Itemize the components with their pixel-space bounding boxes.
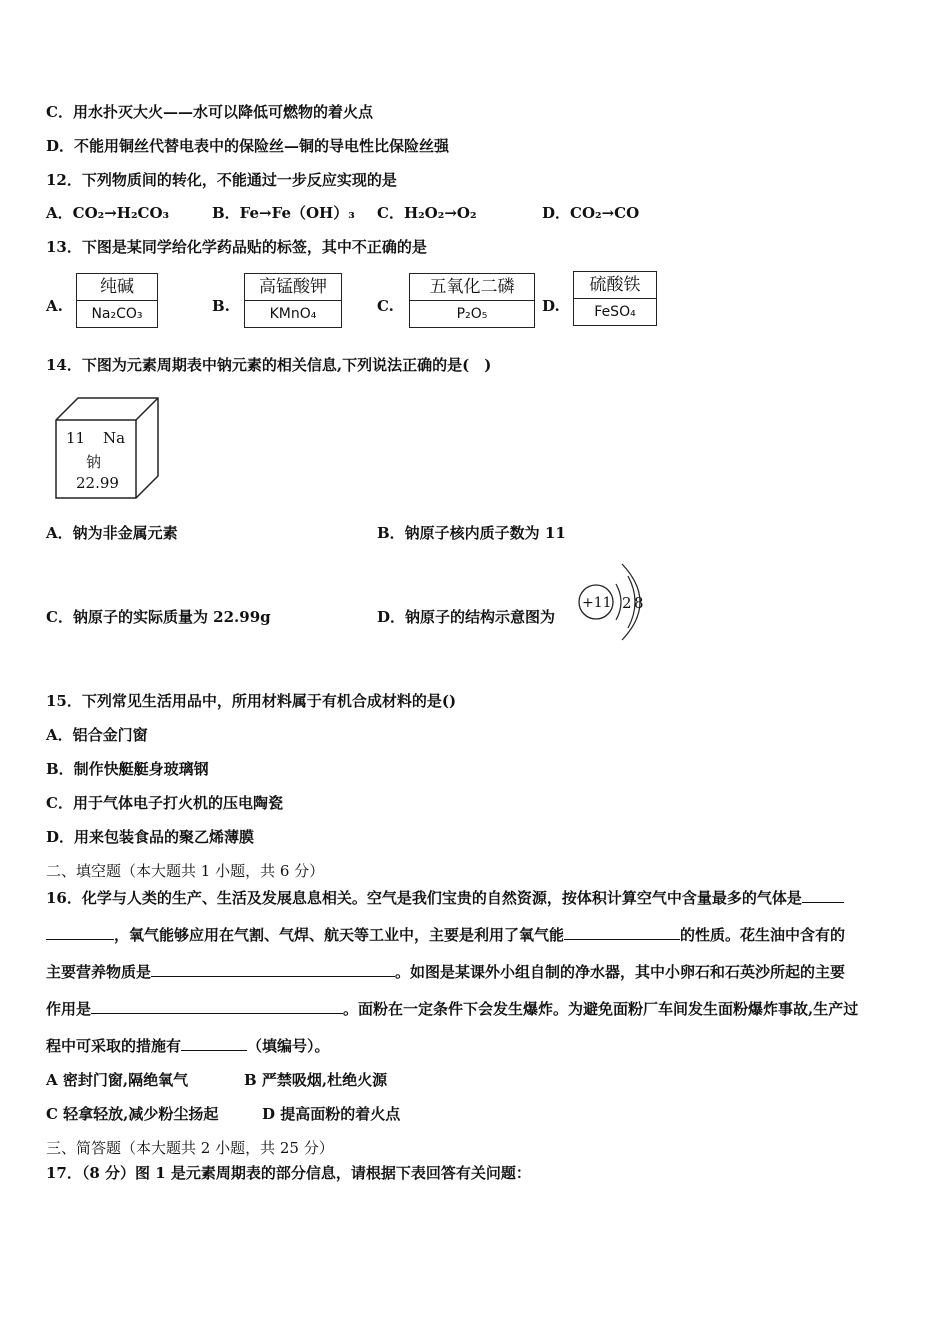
reagent-name: 高锰酸钾 (245, 274, 341, 301)
q16-text: （填编号）。 (247, 1037, 330, 1055)
q12-option-d: D．CO₂→CO (542, 204, 640, 222)
reagent-name: 硫酸铁 (574, 272, 656, 299)
q15-option-c: C．用于气体电子打火机的压电陶瓷 (46, 794, 283, 812)
q13-stem: 13．下图是某同学给化学药品贴的标签，其中不正确的是 (46, 238, 427, 256)
q11-option-c: C．用水扑灭大火——水可以降低可燃物的着火点 (46, 103, 373, 121)
q16-line-5 (46, 1036, 330, 1056)
q14-option-a: A．钠为非金属元素 (46, 524, 178, 542)
section-2-heading: 二、填空题（本大题共 1 小题，共 6 分） (46, 862, 325, 880)
tile-symbol: Na (103, 429, 126, 447)
q12-option-a: A．CO₂→H₂CO₃ (46, 204, 170, 222)
q17-stem: 17．（8 分）图 1 是元素周期表的部分信息，请根据下表回答有关问题： (46, 1164, 531, 1182)
reagent-name: 纯碱 (77, 274, 157, 301)
answer-blank[interactable] (91, 999, 343, 1014)
reagent-formula: FeSO₄ (594, 304, 636, 320)
q14-stem: 14．下图为元素周期表中钠元素的相关信息,下列说法正确的是( ) (46, 356, 492, 374)
reagent-formula: P₂O₅ (456, 306, 488, 322)
q13-letter-a: A. (46, 297, 63, 315)
reagent-label-d (573, 271, 657, 326)
q15-option-b: B．制作快艇艇身玻璃钢 (46, 760, 209, 778)
q16-option-b: B 严禁吸烟,杜绝火源 (244, 1071, 388, 1089)
q12-option-b: B．Fe→Fe（OH）₃ (212, 204, 355, 222)
answer-blank[interactable] (564, 925, 680, 940)
atom-shell-1: 2 (622, 594, 632, 612)
q16-option-d: D 提高面粉的着火点 (262, 1105, 401, 1123)
reagent-label-a (76, 273, 158, 328)
q16-text: 作用是 (46, 1000, 92, 1018)
reagent-label-c (409, 273, 535, 328)
section-3-heading: 三、简答题（本大题共 2 小题，共 25 分） (46, 1139, 334, 1157)
q15-option-a: A．铝合金门窗 (46, 726, 148, 744)
answer-blank[interactable] (151, 962, 395, 977)
q16-option-c: C 轻拿轻放,减少粉尘扬起 (46, 1105, 219, 1123)
q16-text: 。面粉在一定条件下会发生爆炸。为避免面粉厂车间发生面粉爆炸事故,生产过 (343, 1000, 859, 1018)
q13-letter-b: B. (212, 297, 230, 315)
atom-nucleus-charge: +11 (582, 595, 612, 611)
tile-atomic-mass: 22.99 (76, 474, 119, 492)
q16-text: 主要营养物质是 (46, 963, 152, 981)
q15-stem: 15．下列常见生活用品中，所用材料属于有机合成材料的是() (46, 692, 457, 710)
q16-text: ，氧气能够应用在气割、气焊、航天等工业中，主要是利用了氧气能 (114, 926, 565, 944)
q13-letter-c: C. (377, 297, 394, 315)
reagent-name: 五氧化二磷 (410, 274, 534, 301)
q15-option-d: D．用来包装食品的聚乙烯薄膜 (46, 828, 255, 846)
q14-option-c: C．钠原子的实际质量为 22.99g (46, 608, 271, 626)
q16-line-4 (46, 999, 858, 1019)
q16-line-3 (46, 962, 845, 982)
reagent-formula: Na₂CO₃ (91, 306, 143, 322)
q12-option-c: C．H₂O₂→O₂ (377, 204, 477, 222)
q16-text: 。如图是某课外小组自制的净水器，其中小卵石和石英沙所起的主要 (395, 963, 846, 981)
q14-option-d: D．钠原子的结构示意图为 (377, 608, 556, 626)
q16-line-2 (46, 925, 845, 945)
q16-line-1 (46, 888, 844, 908)
q16-text: 程中可采取的措施有 (46, 1037, 182, 1055)
atom-shell-2: 8 (634, 594, 644, 612)
q16-text: 16．化学与人类的生产、生活及发展息息相关。空气是我们宝贵的自然资源，按体积计算空气中含量最多的气体是 (46, 889, 802, 907)
answer-blank[interactable] (181, 1036, 247, 1051)
q16-text: 的性质。花生油中含有的 (680, 926, 846, 944)
reagent-formula: KMnO₄ (269, 306, 317, 322)
answer-blank[interactable] (802, 888, 844, 903)
q16-option-a: A 密封门窗,隔绝氧气 (46, 1071, 189, 1089)
answer-blank[interactable] (46, 925, 114, 940)
q14-option-b: B．钠原子核内质子数为 11 (377, 524, 566, 542)
reagent-label-b (244, 273, 342, 328)
tile-atomic-number: 11 (66, 429, 86, 447)
q12-stem: 12．下列物质间的转化，不能通过一步反应实现的是 (46, 171, 397, 189)
tile-element-name: 钠 (86, 453, 102, 471)
q11-option-d: D．不能用铜丝代替电表中的保险丝—铜的导电性比保险丝强 (46, 137, 450, 155)
q13-letter-d: D. (542, 297, 560, 315)
